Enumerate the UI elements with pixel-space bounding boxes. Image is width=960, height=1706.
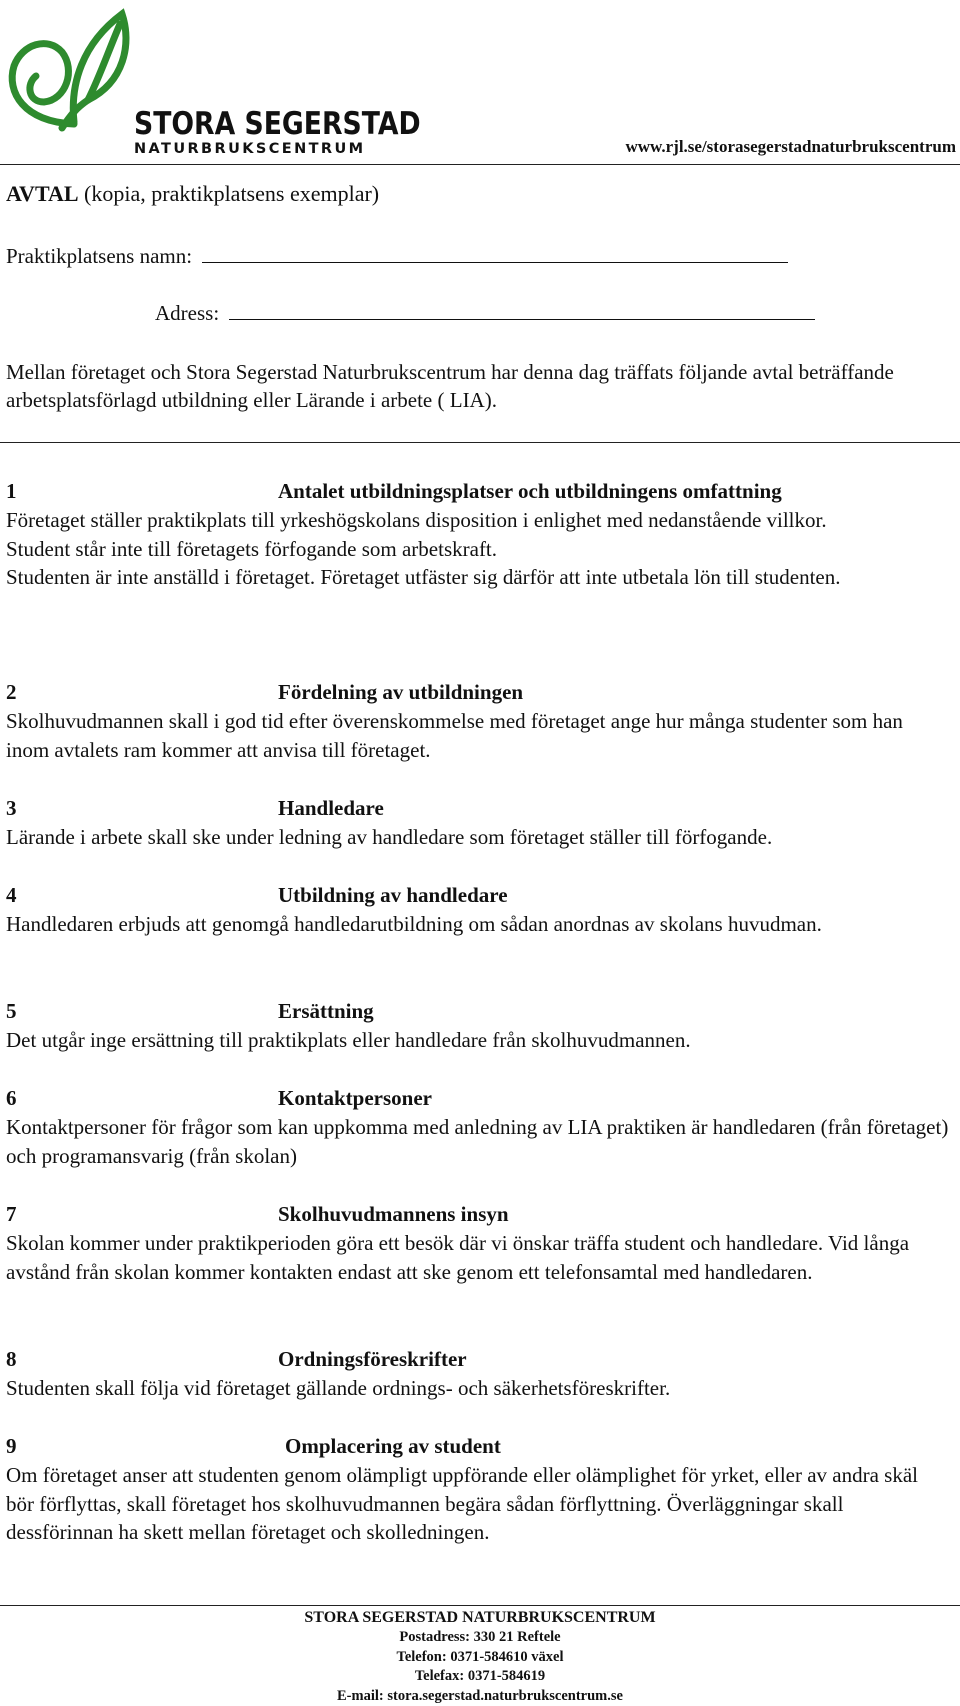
section-body <box>6 506 950 592</box>
section-heading <box>6 1200 950 1229</box>
leaf-logo-icon <box>4 4 140 132</box>
section-paragraph: Student står inte till företagets förfogande som arbetskraft. <box>6 536 498 561</box>
section-paragraph: Studenten skall följa vid företaget gällande ordnings- och säkerhetsföreskrifter. <box>6 1376 671 1400</box>
section-paragraph: Skolhuvudmannen skall i god tid efter överenskommelse med företaget ange hur många studenter som han inom avtalets ram kommer att anvisa till företaget. <box>6 709 903 762</box>
name-field-row <box>6 244 788 269</box>
section-body <box>6 707 950 764</box>
section-number: 2 <box>6 680 17 704</box>
section-3 <box>6 794 950 852</box>
section-title: Fördelning av utbildningen <box>278 680 524 704</box>
section-heading <box>6 678 950 707</box>
section-number: 8 <box>6 1347 17 1371</box>
intro-divider <box>0 442 960 443</box>
section-8 <box>6 1345 950 1403</box>
footer-postal: Postadress: 330 21 Reftele <box>399 1629 561 1645</box>
section-4 <box>6 881 950 939</box>
section-6 <box>6 1084 950 1170</box>
section-heading <box>6 1084 950 1113</box>
title-rest: (kopia, praktikplatsens exemplar) <box>78 181 380 206</box>
section-9 <box>6 1432 950 1547</box>
section-paragraph: Lärande i arbete skall ske under ledning av handledare som företaget ställer till förfogande. <box>6 825 773 849</box>
section-heading <box>6 477 950 506</box>
footer-fax: Telefax: 0371-584619 <box>414 1668 546 1684</box>
section-body <box>6 823 950 852</box>
title-bold: AVTAL <box>6 181 79 206</box>
section-number: 9 <box>6 1434 17 1458</box>
section-1 <box>6 477 950 592</box>
address-field-line[interactable] <box>229 301 815 320</box>
section-heading <box>6 1345 950 1374</box>
section-number: 1 <box>6 479 17 503</box>
section-paragraph: Skolan kommer under praktikperioden göra ett besök där vi önskar träffa student och handledare. Vid långa avstånd från skolan kommer kontakten endast att ske genom ett telefonsamtal med handledaren. <box>6 1231 910 1284</box>
header-divider <box>0 164 960 165</box>
section-title: Utbildning av handledare <box>278 883 508 907</box>
section-body <box>6 1026 950 1055</box>
section-paragraph: Studenten är inte anställd i företaget. Företaget utfäster sig därför att inte utbetala lön till studenten. <box>6 565 841 589</box>
section-paragraph: Företaget ställer praktikplats till yrkeshögskolans disposition i enlighet med nedanstående villkor. <box>6 508 827 532</box>
section-title: Kontaktpersoner <box>278 1086 432 1110</box>
footer <box>0 1608 960 1706</box>
footer-phone: Telefon: 0371-584610 växel <box>396 1648 564 1665</box>
section-paragraph: Det utgår inge ersättning till praktikplats eller handledare från skolhuvudmannen. <box>6 1028 691 1052</box>
section-title: Omplacering av student <box>285 1434 501 1458</box>
section-paragraph: Kontaktpersoner för frågor som kan uppkomma med anledning av LIA praktiken är handledaren (från företaget) och programansvarig (från skolan) <box>6 1115 949 1168</box>
section-title: Handledare <box>278 796 384 820</box>
document-title <box>6 181 379 207</box>
section-heading <box>6 794 950 823</box>
footer-org: STORA SEGERSTAD NATURBRUKSCENTRUM <box>304 1609 656 1626</box>
section-paragraph: Handledaren erbjuds att genomgå handledarutbildning om sådan anordnas av skolans huvudman. <box>6 912 822 936</box>
section-7 <box>6 1200 950 1286</box>
section-heading <box>6 881 950 910</box>
section-number: 4 <box>6 883 17 907</box>
section-heading <box>6 1432 950 1461</box>
intro-paragraph: Mellan företaget och Stora Segerstad Naturbrukscentrum har denna dag träffats följande avtal beträffande arbetsplatsförlagd utbildning eller Lärande i arbete ( LIA). <box>6 360 894 412</box>
section-heading <box>6 997 950 1026</box>
section-body <box>6 910 950 939</box>
section-body <box>6 1374 950 1403</box>
section-body <box>6 1229 950 1286</box>
section-title: Ersättning <box>278 999 374 1023</box>
name-field-line[interactable] <box>202 244 788 263</box>
section-2 <box>6 678 950 764</box>
section-number: 7 <box>6 1202 17 1226</box>
section-number: 6 <box>6 1086 17 1110</box>
address-field-row <box>155 301 815 326</box>
brand-name: STORA SEGERSTAD <box>134 106 421 142</box>
section-paragraph: Om företaget anser att studenten genom olämpligt uppförande eller olämplighet för yrket, eller av andra skäl bör förflyttas, skall företaget hos skolhuvudmannen begära sådan förflyttning. Överläggningar skall dessförinnan ha skett mellan företaget och skolledningen. <box>6 1463 919 1544</box>
section-body <box>6 1461 950 1547</box>
address-field-label: Adress: <box>155 301 220 325</box>
section-number: 5 <box>6 999 17 1023</box>
section-number: 3 <box>6 796 17 820</box>
website-url: www.rjl.se/storasegerstadnaturbrukscentrum <box>625 137 956 156</box>
brand-subtitle: NATURBRUKSCENTRUM <box>134 141 366 157</box>
section-title: Ordningsföreskrifter <box>278 1347 467 1371</box>
section-title: Antalet utbildningsplatser och utbildningens omfattning <box>278 479 782 503</box>
brand-logotype <box>134 108 467 158</box>
section-5 <box>6 997 950 1055</box>
footer-email: E-mail: stora.segerstad.naturbrukscentrum.se <box>337 1687 623 1704</box>
footer-divider <box>0 1605 960 1606</box>
name-field-label: Praktikplatsens namn: <box>6 244 193 268</box>
section-body <box>6 1113 950 1170</box>
section-title: Skolhuvudmannens insyn <box>278 1202 509 1226</box>
